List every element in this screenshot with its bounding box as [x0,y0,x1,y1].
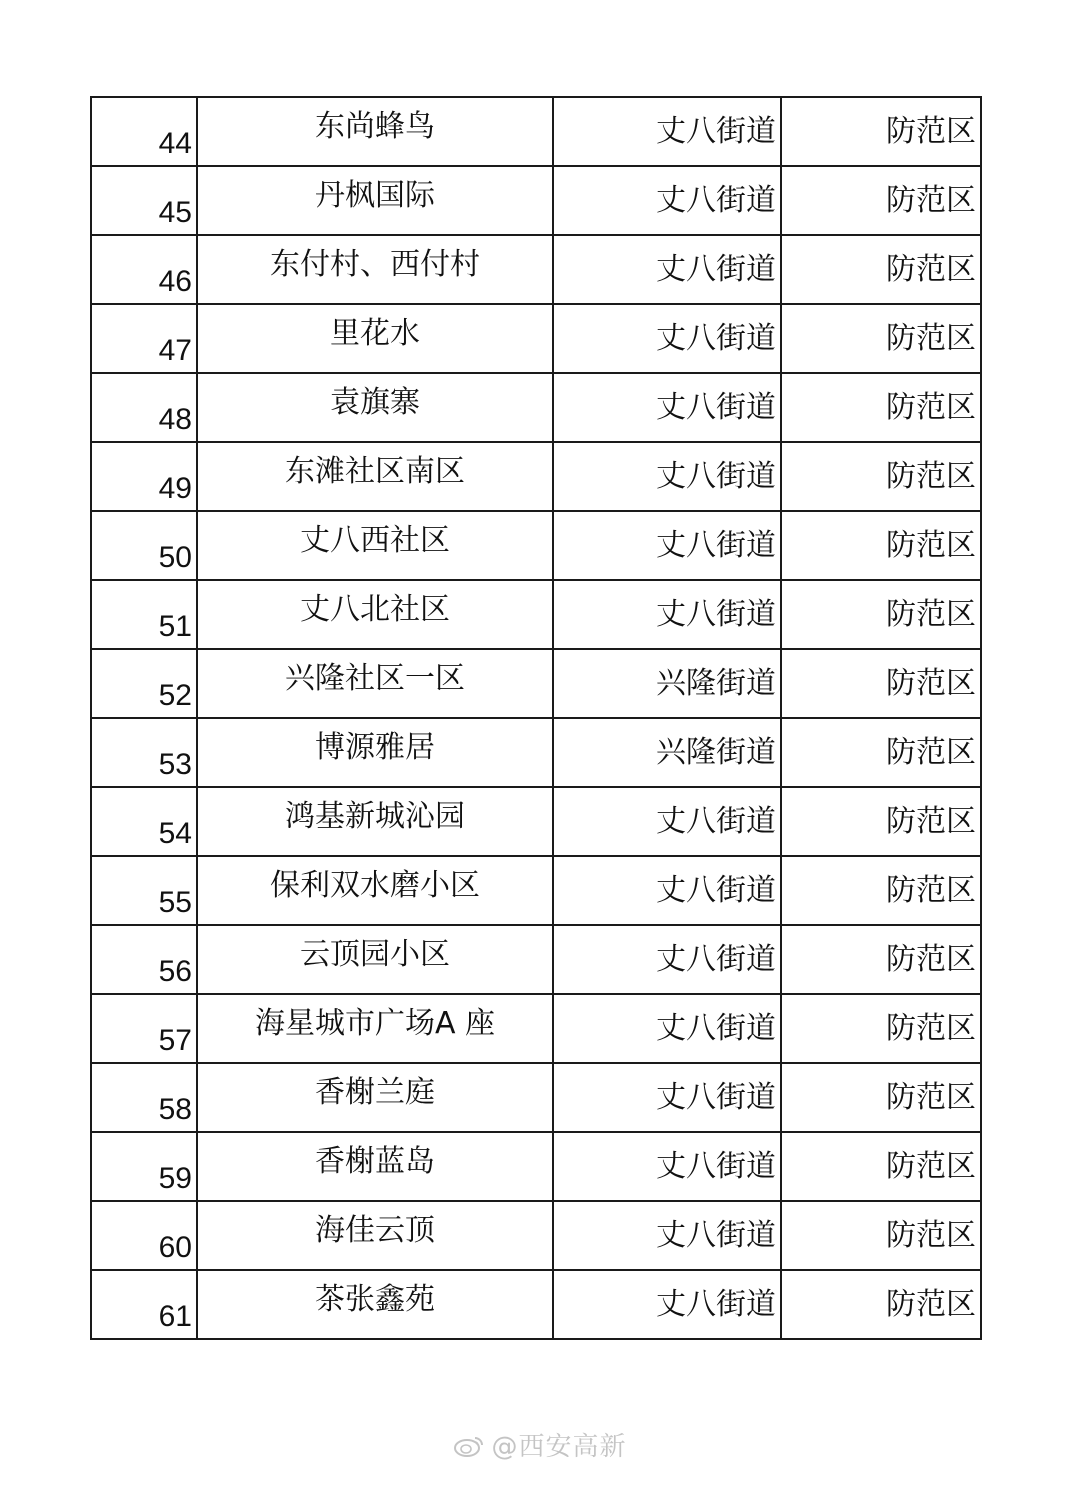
area-category: 防范区 [781,856,981,925]
area-category: 防范区 [781,649,981,718]
area-category: 防范区 [781,1132,981,1201]
street-name: 丈八街道 [553,925,781,994]
street-name: 丈八街道 [553,1132,781,1201]
street-name: 丈八街道 [553,511,781,580]
table-row [91,166,981,235]
table-row [91,373,981,442]
row-number: 58 [91,1063,197,1132]
table-row [91,856,981,925]
area-category: 防范区 [781,718,981,787]
community-name: 丈八西社区 [197,511,553,580]
row-number: 47 [91,304,197,373]
row-number: 57 [91,994,197,1063]
row-number: 61 [91,1270,197,1339]
table-row [91,580,981,649]
row-number: 44 [91,97,197,166]
community-name: 东尚蜂鸟 [197,97,553,166]
table-row [91,97,981,166]
street-name: 兴隆街道 [553,718,781,787]
watermark [0,1426,1080,1463]
community-name: 海星城市广场A 座 [197,994,553,1063]
street-name: 丈八街道 [553,304,781,373]
table-row [91,1063,981,1132]
community-name: 兴隆社区一区 [197,649,553,718]
area-category: 防范区 [781,580,981,649]
area-category: 防范区 [781,97,981,166]
community-name: 云顶园小区 [197,925,553,994]
community-name: 香榭兰庭 [197,1063,553,1132]
row-number: 60 [91,1201,197,1270]
street-name: 丈八街道 [553,1063,781,1132]
street-name: 丈八街道 [553,1270,781,1339]
table-row [91,649,981,718]
street-name: 丈八街道 [553,442,781,511]
weibo-icon [453,1435,485,1457]
row-number: 54 [91,787,197,856]
district-table [90,96,982,1340]
community-name: 保利双水磨小区 [197,856,553,925]
area-category: 防范区 [781,925,981,994]
street-name: 丈八街道 [553,373,781,442]
area-category: 防范区 [781,373,981,442]
table-row [91,304,981,373]
row-number: 49 [91,442,197,511]
row-number: 45 [91,166,197,235]
area-category: 防范区 [781,994,981,1063]
area-category: 防范区 [781,1201,981,1270]
row-number: 56 [91,925,197,994]
street-name: 丈八街道 [553,787,781,856]
table-row [91,235,981,304]
area-category: 防范区 [781,166,981,235]
row-number: 52 [91,649,197,718]
street-name: 丈八街道 [553,856,781,925]
table-row [91,1270,981,1339]
community-name: 里花水 [197,304,553,373]
row-number: 48 [91,373,197,442]
row-number: 46 [91,235,197,304]
row-number: 51 [91,580,197,649]
area-category: 防范区 [781,1270,981,1339]
community-name: 香榭蓝岛 [197,1132,553,1201]
community-name: 海佳云顶 [197,1201,553,1270]
community-name: 丹枫国际 [197,166,553,235]
table-row [91,787,981,856]
area-category: 防范区 [781,511,981,580]
table-row [91,1132,981,1201]
watermark-text: @西安高新 [491,1432,627,1462]
street-name: 丈八街道 [553,1201,781,1270]
table-row [91,1201,981,1270]
street-name: 丈八街道 [553,580,781,649]
community-name: 茶张鑫苑 [197,1270,553,1339]
row-number: 50 [91,511,197,580]
community-name: 博源雅居 [197,718,553,787]
row-number: 53 [91,718,197,787]
table-body [91,97,981,1339]
row-number: 55 [91,856,197,925]
community-name: 东付村、西付村 [197,235,553,304]
table-row [91,925,981,994]
area-category: 防范区 [781,442,981,511]
community-name: 丈八北社区 [197,580,553,649]
area-category: 防范区 [781,1063,981,1132]
area-category: 防范区 [781,235,981,304]
table-row [91,718,981,787]
table-row [91,442,981,511]
street-name: 丈八街道 [553,166,781,235]
table-row [91,511,981,580]
street-name: 兴隆街道 [553,649,781,718]
row-number: 59 [91,1132,197,1201]
street-name: 丈八街道 [553,97,781,166]
community-name: 东滩社区南区 [197,442,553,511]
area-category: 防范区 [781,787,981,856]
street-name: 丈八街道 [553,235,781,304]
community-name: 袁旗寨 [197,373,553,442]
community-name: 鸿基新城沁园 [197,787,553,856]
table-row [91,994,981,1063]
street-name: 丈八街道 [553,994,781,1063]
area-category: 防范区 [781,304,981,373]
